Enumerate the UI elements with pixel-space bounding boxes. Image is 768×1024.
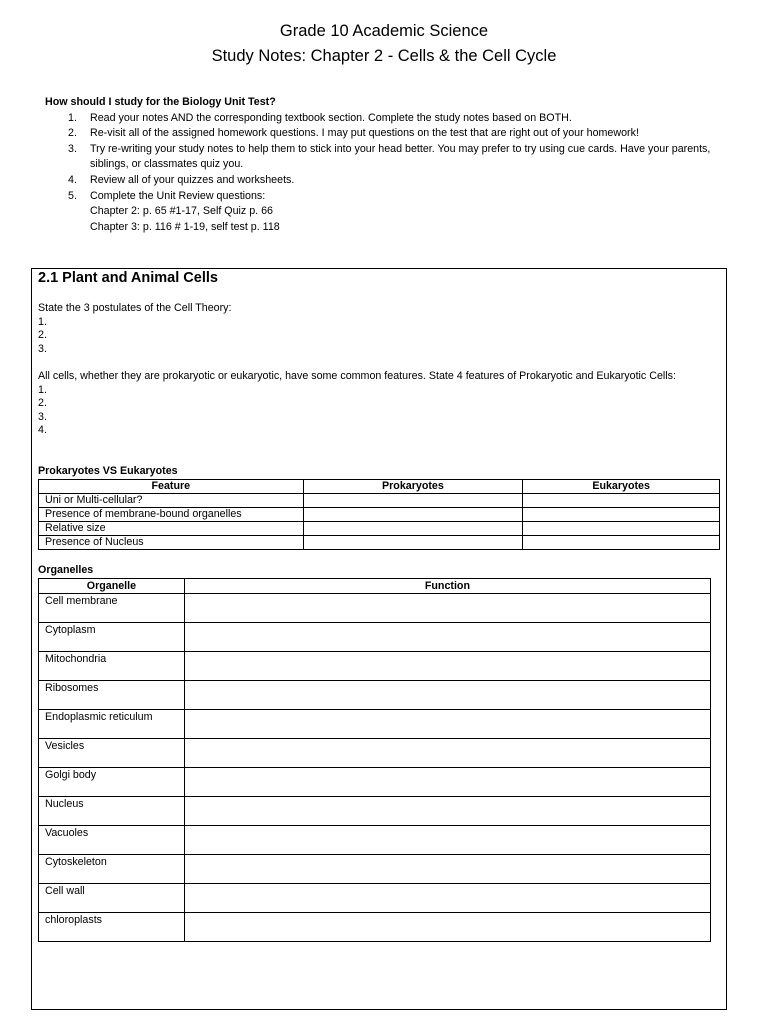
answer-cell[interactable] — [523, 522, 720, 536]
feature-cell: Uni or Multi-cellular? — [39, 494, 304, 508]
function-cell[interactable] — [184, 797, 710, 826]
column-header: Function — [184, 579, 710, 594]
feature-cell: Presence of Nucleus — [39, 536, 304, 550]
answer-line: 3. — [38, 342, 47, 355]
study-tips — [45, 95, 745, 235]
features-prompt: All cells, whether they are prokaryotic or eukaryotic, have some common features. State 4 features of Prokaryotic and Eukaryotic Cells: — [38, 370, 676, 382]
table-row — [39, 797, 711, 826]
organelle-cell: Cell wall — [39, 884, 185, 913]
answer-cell[interactable] — [303, 508, 523, 522]
study-item — [45, 142, 745, 173]
column-header: Feature — [39, 480, 304, 494]
table-header-row — [39, 579, 711, 594]
function-cell[interactable] — [184, 710, 710, 739]
column-header: Organelle — [39, 579, 185, 594]
study-item — [45, 189, 745, 205]
study-item-number: 4. — [68, 173, 77, 186]
column-header: Eukaryotes — [523, 480, 720, 494]
cell-theory-block — [38, 302, 718, 356]
table-row — [39, 508, 720, 522]
organelle-table — [38, 578, 711, 942]
function-cell[interactable] — [184, 913, 710, 942]
organelle-cell: Vacuoles — [39, 826, 185, 855]
organelle-cell: Cytoskeleton — [39, 855, 185, 884]
organelle-table-label: Organelles — [38, 564, 94, 576]
function-cell[interactable] — [184, 623, 710, 652]
answer-line: 2. — [38, 329, 47, 342]
study-item-text: Try re-writing your study notes to help them to stick into your head better. You may prefer to try using cue cards. Have your parents, siblings, or classmates quiz you. — [90, 142, 711, 171]
table-row — [39, 623, 711, 652]
study-item — [45, 173, 745, 189]
study-item — [45, 126, 745, 142]
features-block — [38, 370, 718, 438]
feature-cell: Presence of membrane-bound organelles — [39, 508, 304, 522]
function-cell[interactable] — [184, 594, 710, 623]
organelle-cell: Cell membrane — [39, 594, 185, 623]
study-item-number: 1. — [68, 111, 77, 124]
table-row — [39, 739, 711, 768]
table-row — [39, 681, 711, 710]
answer-cell[interactable] — [303, 494, 523, 508]
answer-cell[interactable] — [303, 536, 523, 550]
table-row — [39, 594, 711, 623]
document-title: Grade 10 Academic Science — [279, 22, 489, 40]
function-cell[interactable] — [184, 826, 710, 855]
document-subtitle: Study Notes: Chapter 2 - Cells & the Cell Cycle — [211, 47, 557, 65]
table-row — [39, 855, 711, 884]
pro-eu-table-label: Prokaryotes VS Eukaryotes — [38, 465, 178, 477]
feature-cell: Relative size — [39, 522, 304, 536]
column-header: Prokaryotes — [303, 480, 523, 494]
table-row — [39, 494, 720, 508]
organelle-cell: Ribosomes — [39, 681, 185, 710]
pro-eu-table — [38, 479, 720, 550]
answer-line: 1. — [38, 315, 47, 328]
answer-line: 1. — [38, 383, 47, 396]
organelle-cell: Golgi body — [39, 768, 185, 797]
answer-line: 4. — [38, 424, 47, 437]
study-list — [45, 111, 745, 236]
study-item-text: Complete the Unit Review questions: — [90, 189, 266, 202]
function-cell[interactable] — [184, 681, 710, 710]
organelle-cell: Mitochondria — [39, 652, 185, 681]
study-item-text: Review all of your quizzes and worksheets. — [90, 173, 295, 186]
chapter-3-review: Chapter 3: p. 116 # 1-19, self test p. 118 — [90, 220, 280, 233]
section-heading: 2.1 Plant and Animal Cells — [38, 270, 218, 286]
answer-cell[interactable] — [303, 522, 523, 536]
answer-cell[interactable] — [523, 536, 720, 550]
table-row — [39, 768, 711, 797]
organelle-cell: chloroplasts — [39, 913, 185, 942]
study-item-text: Read your notes AND the corresponding textbook section. Complete the study notes based on BOTH. — [90, 111, 572, 124]
study-item-number: 3. — [68, 142, 77, 155]
study-item-number: 2. — [68, 127, 77, 140]
organelle-cell: Endoplasmic reticulum — [39, 710, 185, 739]
answer-line: 2. — [38, 397, 47, 410]
answer-cell[interactable] — [523, 494, 720, 508]
table-row — [39, 884, 711, 913]
function-cell[interactable] — [184, 739, 710, 768]
function-cell[interactable] — [184, 884, 710, 913]
table-row — [39, 536, 720, 550]
table-header-row — [39, 480, 720, 494]
study-item — [45, 111, 745, 127]
study-item-text: Re-visit all of the assigned homework questions. I may put questions on the test that are right out of your homework! — [90, 127, 639, 140]
function-cell[interactable] — [184, 855, 710, 884]
organelle-cell: Cytoplasm — [39, 623, 185, 652]
chapter-2-review: Chapter 2: p. 65 #1-17, Self Quiz p. 66 — [90, 205, 273, 218]
table-row — [39, 652, 711, 681]
table-row — [39, 913, 711, 942]
answer-line: 3. — [38, 410, 47, 423]
table-row — [39, 826, 711, 855]
organelle-cell: Nucleus — [39, 797, 185, 826]
study-question: How should I study for the Biology Unit Test? — [45, 96, 276, 108]
function-cell[interactable] — [184, 652, 710, 681]
answer-cell[interactable] — [523, 508, 720, 522]
table-row — [39, 710, 711, 739]
cell-theory-prompt: State the 3 postulates of the Cell Theory: — [38, 302, 232, 314]
function-cell[interactable] — [184, 768, 710, 797]
organelle-cell: Vesicles — [39, 739, 185, 768]
table-row — [39, 522, 720, 536]
study-item-number: 5. — [68, 189, 77, 202]
